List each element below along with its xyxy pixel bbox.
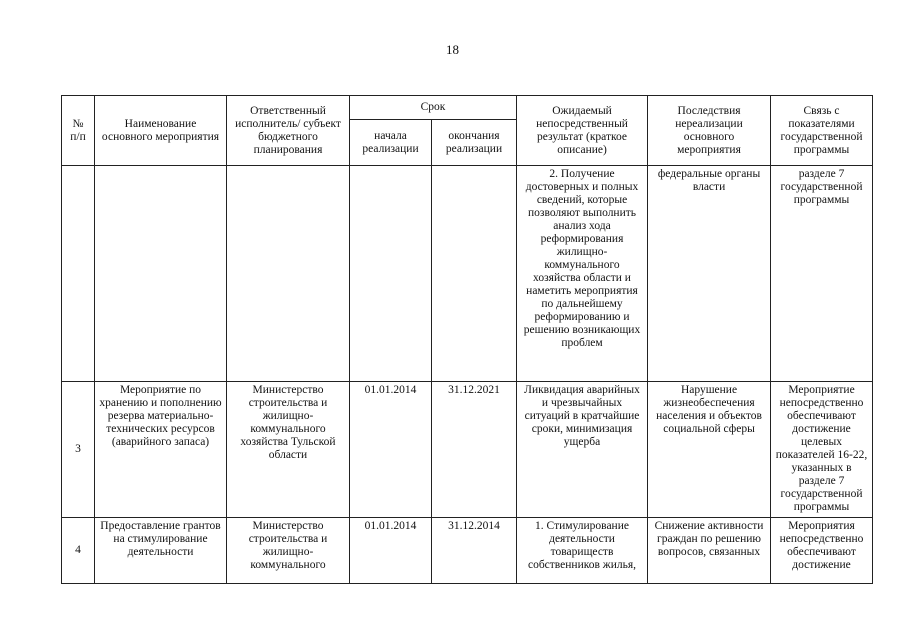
table-row <box>62 382 873 518</box>
cell-start <box>350 166 432 382</box>
cell-consequences <box>648 518 771 584</box>
header-result: Ожидаемый непосредственный результат (краткое описание) <box>517 96 648 166</box>
header-link: Связь с показателями государственной программы <box>771 96 873 166</box>
page-number: 18 <box>446 42 459 57</box>
header-end: окончания реализации <box>432 120 517 166</box>
cell-start: 01.01.2014 <box>350 382 432 518</box>
measures-table <box>61 95 873 584</box>
cell-name-text: Предоставление грантов на стимулирование деятельности <box>100 520 221 558</box>
cell-name <box>95 518 227 584</box>
cell-consequences: Нарушение жизнеобеспечения населения и объектов социальной сферы <box>648 382 771 518</box>
header-term: Срок <box>350 96 517 120</box>
cell-consequences-text: Снижение активности граждан по решению вопросов, связанных <box>654 520 764 558</box>
header-start: начала реализации <box>350 120 432 166</box>
header-executor: Ответственный исполнитель/ субъект бюджетного планирования <box>227 96 350 166</box>
header-num: № п/п <box>62 96 95 166</box>
table-row <box>62 166 873 382</box>
cell-start: 01.01.2014 <box>350 518 432 584</box>
cell-executor <box>227 166 350 382</box>
header-row-1 <box>62 96 873 120</box>
cell-name <box>95 166 227 382</box>
cell-consequences: федеральные органы власти <box>648 166 771 382</box>
cell-executor-text: Министерство строительства и жилищно-коммунального <box>248 520 328 571</box>
cell-link-text: Мероприятия непосредственно обеспечивают достижение <box>779 520 864 571</box>
cell-executor: Министерство строительства и жилищно-коммунального хозяйства Тульской области <box>227 382 350 518</box>
cell-link <box>771 518 873 584</box>
table-row <box>62 518 873 584</box>
cell-link: Мероприятие непосредственно обеспечивают достижение целевых показателей 16-22, указанных в разделе 7 государственной программы <box>771 382 873 518</box>
cell-end: 31.12.2021 <box>432 382 517 518</box>
cell-result: 2. Получение достоверных и полных сведений, которые позволяют выполнить анализ хода реформирования жилищно-коммунального хозяйства области и наметить мероприятия по дальнейшему реформированию и решению возникающих проблем <box>517 166 648 382</box>
cell-name: Мероприятие по хранению и пополнению резерва материально-технических ресурсов (аварийного запаса) <box>95 382 227 518</box>
cell-result-text: 1. Стимулирование деятельности товариществ собственников жилья, <box>527 520 637 571</box>
header-name: Наименование основного мероприятия <box>95 96 227 166</box>
cell-result: Ликвидация аварийных и чрезвычайных ситуаций в кратчайшие сроки, минимизация ущерба <box>517 382 648 518</box>
cell-num <box>62 166 95 382</box>
cell-num: 4 <box>62 518 95 584</box>
cell-executor <box>227 518 350 584</box>
cell-num: 3 <box>62 382 95 518</box>
header-consequences: Последствия нереализации основного мероприятия <box>648 96 771 166</box>
cell-result <box>517 518 648 584</box>
cell-end: 31.12.2014 <box>432 518 517 584</box>
cell-end <box>432 166 517 382</box>
cell-link: разделе 7 государственной программы <box>771 166 873 382</box>
